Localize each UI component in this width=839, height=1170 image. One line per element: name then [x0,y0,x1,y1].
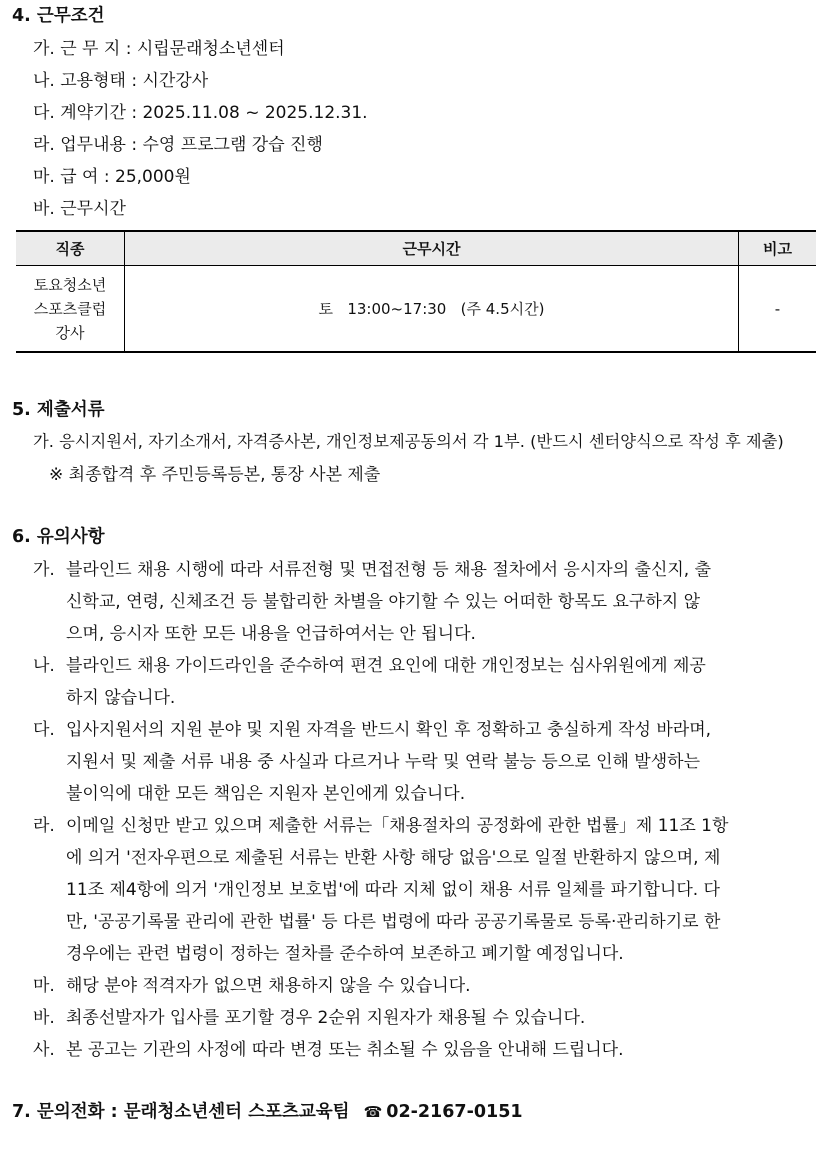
notice-line: 지원서 및 제출 서류 내용 중 사실과 다르거나 누락 및 연락 불능 등으로 인해 발생하는 [66,752,701,772]
job-type-line: 스포츠클럽 [33,299,107,318]
notice-line: 이메일 신청만 받고 있으며 제출한 서류는「채용절차의 공정화에 관한 법률」제 11조 1항 [66,816,729,836]
notice-marker: 다. [33,720,55,740]
contact-label: 7. 문의전화 : 문래청소년센터 스포츠교육팀 [12,1102,350,1122]
final-documents-note: ※ 최종합격 후 주민등록등본, 통장 사본 제출 [49,465,381,485]
notice-line: 최종선발자가 입사를 포기할 경우 2순위 지원자가 채용될 수 있습니다. [66,1008,586,1028]
cell-work-hours [125,266,739,353]
job-type-line: 토요청소년 [33,275,107,294]
section-4-title: 4. 근무조건 [12,6,105,26]
notice-line: 블라인드 채용 시행에 따라 서류전형 및 면접전형 등 채용 절차에서 응시자의 출신지, 출 [66,560,712,580]
employment-type: 나. 고용형태 : 시간강사 [33,71,209,91]
header-work-hours: 근무시간 [125,231,739,266]
notice-line: 불이익에 대한 모든 책임은 지원자 본인에게 있습니다. [66,784,466,804]
notice-marker: 라. [33,816,55,836]
cell-job-type [16,266,125,353]
notice-marker: 마. [33,976,55,996]
notice-line: 만, '공공기록물 관리에 관한 법률' 등 다른 법령에 따라 공공기록물로 등록·관리하기로 한 [66,912,721,932]
work-location: 가. 근 무 지 : 시립문래청소년센터 [33,39,285,59]
table-header-row [16,231,816,266]
notice-line: 신학교, 연령, 신체조건 등 불합리한 차별을 야기할 수 있는 어떠한 항목도 요구하지 않 [66,592,701,612]
work-hours-label: 바. 근무시간 [33,199,126,219]
notice-marker: 가. [33,560,55,580]
contact-phone-number: 02-2167-0151 [386,1102,523,1122]
work-schedule-table [16,230,816,353]
table-row [16,266,816,353]
header-remarks: 비고 [739,231,817,266]
required-documents: 가. 응시지원서, 자기소개서, 자격증사본, 개인정보제공동의서 각 1부. (반드시 센터양식으로 작성 후 제출) [33,432,784,451]
job-description: 라. 업무내용 : 수영 프로그램 강습 진행 [33,135,323,155]
notice-line: 경우에는 관련 법령이 정하는 절차를 준수하여 보존하고 폐기할 예정입니다. [66,944,624,964]
contract-period: 다. 계약기간 : 2025.11.08 ~ 2025.12.31. [33,103,368,123]
notice-line: 11조 제4항에 의거 '개인정보 보호법'에 따라 지체 없이 채용 서류 일체를 파기합니다. 다 [66,880,720,900]
notice-marker: 나. [33,656,55,676]
salary: 마. 급 여 : 25,000원 [33,167,191,187]
notice-line: 해당 분야 적격자가 없으면 채용하지 않을 수 있습니다. [66,976,471,996]
notice-line: 으며, 응시자 또한 모든 내용을 언급하여서는 안 됩니다. [66,624,476,644]
notice-line: 입사지원서의 지원 분야 및 지원 자격을 반드시 확인 후 정확하고 충실하게 작성 바라며, [66,720,712,740]
notice-marker: 사. [33,1040,55,1060]
notice-line: 에 의거 '전자우편으로 제출된 서류는 반환 사항 해당 없음'으로 일절 반환하지 않으며, 제 [66,848,721,868]
section-5-title: 5. 제출서류 [12,400,105,420]
telephone-icon: ☎ [363,1103,383,1121]
notice-line: 본 공고는 기관의 사정에 따라 변경 또는 취소될 수 있음을 안내해 드립니다. [66,1040,624,1060]
header-job-type: 직종 [16,231,125,266]
notice-line: 블라인드 채용 가이드라인을 준수하여 편견 요인에 대한 개인정보는 심사위원에게 제공 [66,656,706,676]
job-type-line: 강사 [55,323,85,342]
section-7-contact [12,1098,523,1123]
cell-remarks: - [739,266,817,353]
notice-line: 하지 않습니다. [66,688,176,708]
work-hours-value: 토 13:00~17:30 (주 4.5시간) [318,299,545,318]
notice-marker: 바. [33,1008,55,1028]
section-6-title: 6. 유의사항 [12,527,105,547]
